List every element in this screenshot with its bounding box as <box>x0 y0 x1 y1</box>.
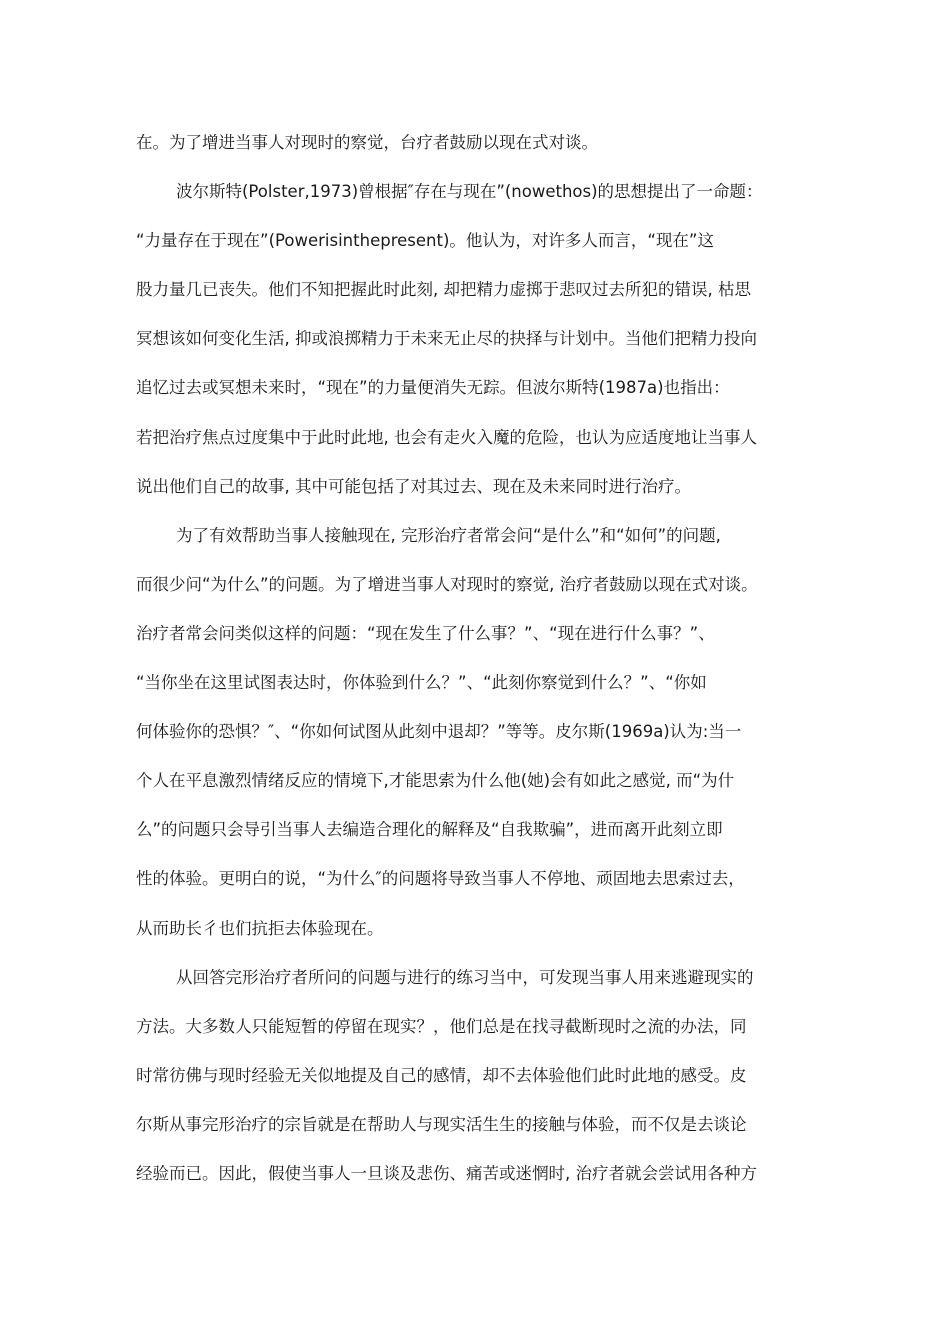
text-line: 而很少问“为什么”的问题。为了增进当事人对现时的察觉, 治疗者鼓励以现在式对谈。 <box>136 574 758 594</box>
text-line: “当你坐在这里试图表达时，你体验到什么？”、“此刻你察觉到什么？”、“你如 <box>136 673 707 693</box>
text-line: 经验而已。因此，假使当事人一旦谈及悲伤、痛苦或迷惘时, 治疗者就会尝试用各种方 <box>136 1163 757 1183</box>
text-line: “力量存在于现在”(Powerisinthepresent)。他认为，对许多人而言，“现在”这 <box>136 231 714 251</box>
text-line: 方法。大多数人只能短暂的停留在现实？，他们总是在找寻截断现时之流的办法，同 <box>136 1016 747 1036</box>
text-line: 时常彷佛与现时经验无关似地提及自己的感情，却不去体验他们此时此地的感受。皮 <box>136 1065 747 1085</box>
paragraph-start-line: 从回答完形治疗者所问的问题与进行的练习当中，可发现当事人用来逃避现实的 <box>176 967 754 987</box>
paragraph-start-line: 为了有效帮助当事人接触现在, 完形治疗者常会问“是什么”和“如何”的问题, <box>176 525 721 545</box>
text-line: 么”的问题只会导引当事人去编造合理化的解释及“自我欺骗”，进而离开此刻立即 <box>136 820 723 840</box>
text-line: 治疗者常会问类似这样的问题：“现在发生了什么事？”、“现在进行什么事？”、 <box>136 623 715 643</box>
text-line: 股力量几已丧失。他们不知把握此时此刻, 却把精力虚掷于悲叹过去所犯的错误, 枯思 <box>136 280 751 300</box>
text-line: 在。为了增进当事人对现时的察觉，台疗者鼓励以现在式对谈。 <box>136 133 598 152</box>
paragraph-start-line: 波尔斯特(Polster,1973)曾根据″存在与现在”(nowethos)的思想提出了一命题： <box>176 182 763 202</box>
text-line: 尔斯从事完形治疗的宗旨就是在帮助人与现实活生生的接触与体验，而不仅是去谈论 <box>136 1114 747 1134</box>
text-line: 从而助长彳也们抗拒去体验现在。 <box>136 918 384 938</box>
text-line: 何体验你的恐惧？″、“你如何试图从此刻中退却？”等等。皮尔斯(1969a)认为:当一 <box>136 722 742 742</box>
text-line: 说出他们自己的故事, 其中可能包括了对其过去、现在及未来同时进行治疗。 <box>136 476 691 496</box>
text-line: 个人在平息激烈情绪反应的情境下,才能思索为什么他(她)会有如此之感觉, 而“为什 <box>136 771 735 791</box>
text-line: 追忆过去或冥想未来时，“现在”的力量便消失无踪。但波尔斯特(1987a)也指出： <box>136 378 730 398</box>
text-line: 性的体验。更明白的说，“为什么″的问题将导致当事人不停地、顽固地去思索过去， <box>136 869 745 889</box>
body-text <box>136 131 826 1211</box>
text-line: 若把治疗焦点过度集中于此时此地, 也会有走火入魔的危险，也认为应适度地让当事人 <box>136 427 757 447</box>
text-line: 冥想该如何变化生活, 抑或浪掷精力于未来无止尽的抉择与计划中。当他们把精力投向 <box>136 329 757 349</box>
